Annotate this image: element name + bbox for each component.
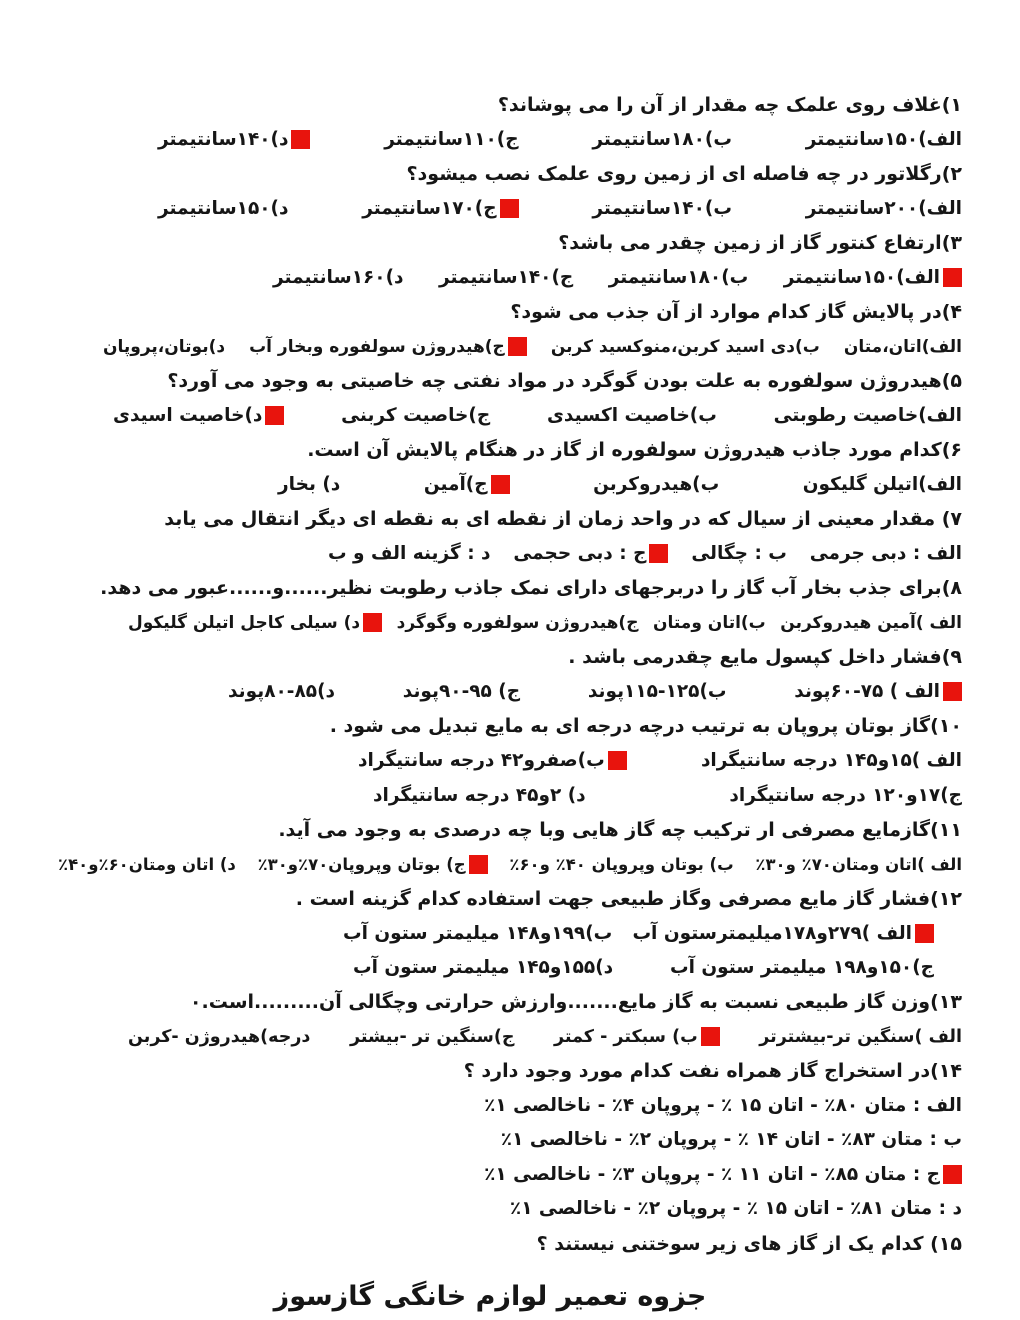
- question-text: ۷) مقدار معینی از سیال که در واحد زمان از نقطه ای به نقطه ای دیگر انتقال می یابد: [164, 508, 962, 530]
- option-label: ب) بوتان وپروپان ۴۰٪ و۶۰٪: [509, 854, 734, 874]
- answer-option: [729, 785, 962, 806]
- correct-answer-marker-icon: [701, 1027, 720, 1046]
- option-label: ج) ۹۵-۹۰پوند: [402, 681, 521, 703]
- answer-option: [670, 957, 934, 978]
- answer-option: [158, 198, 288, 219]
- correct-answer-marker-icon: [363, 613, 382, 632]
- options-row: [58, 1123, 962, 1158]
- answer-option: [439, 267, 573, 288]
- answer-option: [691, 543, 787, 564]
- option-label: الف )۱۵و۱۴۵ درجه سانتیگراد: [700, 750, 962, 772]
- options-row: [58, 606, 962, 641]
- answer-option: [632, 923, 934, 944]
- question-text: ۲)رگلاتور در چه فاصله ای از زمین روی علمک نصب میشود؟: [406, 163, 962, 185]
- option-label: ج)هیدروژن سولفوره وبخار آب: [249, 336, 505, 357]
- option-label: ب)صفرو۴۲ درجه سانتیگراد: [358, 750, 605, 772]
- answer-option: [258, 855, 488, 874]
- answer-option: [343, 923, 612, 944]
- answer-option: [806, 198, 962, 219]
- answer-option: [547, 405, 717, 426]
- answer-option: [158, 129, 310, 150]
- answer-option: [513, 543, 668, 564]
- option-label: د) بخار: [278, 474, 341, 496]
- option-label: الف : متان ۸۰٪ - اتان ۱۵ ٪ - پروپان ۴٪ - ناخالصی ۱٪: [484, 1094, 962, 1116]
- option-label: الف : دبی جرمی: [809, 543, 962, 565]
- options-row: [58, 778, 962, 813]
- option-label: ج)۱۷و۱۲۰ درجه سانتیگراد: [729, 784, 962, 806]
- answer-option: [484, 1164, 962, 1185]
- option-label: الف)۱۵۰سانتیمتر: [783, 267, 940, 289]
- options-row: [58, 916, 962, 951]
- option-label: الف )۲۷۹و۱۷۸میلیمترستون آب: [632, 922, 912, 944]
- option-label: د : گزینه الف و ب: [328, 543, 491, 565]
- answer-option: [509, 855, 733, 874]
- answer-option: [806, 129, 962, 150]
- option-label: ب)اتان ومتان: [652, 612, 766, 633]
- options-row: [58, 1158, 962, 1193]
- answer-option: [128, 1027, 310, 1047]
- options-row: [58, 1192, 962, 1227]
- question-13: [58, 985, 962, 1054]
- answer-option: [328, 543, 491, 564]
- answer-option: [103, 337, 225, 357]
- option-label: د)۱۴۰سانتیمتر: [158, 129, 289, 151]
- option-label: ج)۱۵۰و۱۹۸ میلیمتر ستون آب: [669, 957, 934, 979]
- options-row: [58, 399, 962, 434]
- answer-option: [774, 405, 962, 426]
- options-row: [58, 951, 962, 986]
- answer-option: [341, 405, 490, 426]
- question-9: [58, 640, 962, 709]
- answer-option: [609, 267, 749, 288]
- option-label: ج)هیدروژن سولفوره وگوگرد: [396, 612, 639, 633]
- option-label: ج : دبی حجمی: [513, 543, 647, 565]
- option-label: ج : متان ۸۵٪ - اتان ۱۱ ٪ - پروپان ۳٪ - ناخالصی ۱٪: [484, 1163, 940, 1185]
- options-row: [58, 1020, 962, 1055]
- option-label: الف)اتیلن گلیکون: [802, 474, 962, 496]
- option-label: د)۱۶۰سانتیمتر: [273, 267, 404, 289]
- answer-option: [810, 543, 962, 564]
- option-label: ج)خاصیت کربنی: [341, 405, 491, 427]
- option-label: ب : چگالی: [691, 543, 787, 565]
- option-label: ج)آمین: [423, 474, 488, 496]
- answer-option: [592, 198, 732, 219]
- question-12: [58, 882, 962, 986]
- option-label: ب)۱۹۹و۱۴۸ میلیمتر ستون آب: [343, 922, 613, 944]
- question-text: ۱۱)گازمایع مصرفی ار ترکیب چه گاز هایی وبا چه درصدی به وجود می آید.: [278, 818, 962, 841]
- question-text: ۱۰)گاز بوتان پروپان به ترتیب درچه درجه ای به مایع تبدیل می شود .: [329, 715, 962, 737]
- option-label: د)۱۵۵و۱۴۵ میلیمتر ستون آب: [353, 957, 614, 979]
- correct-answer-marker-icon: [608, 751, 627, 770]
- answer-option: [554, 1027, 720, 1047]
- option-label: الف )سنگین تر-بیشترتر: [759, 1026, 962, 1047]
- option-label: د)۸۵-۸۰پوند: [228, 681, 336, 703]
- option-label: الف)۱۵۰سانتیمتر: [805, 129, 962, 151]
- option-label: الف)خاصیت رطوبتی: [773, 405, 962, 427]
- option-label: ب : متان ۸۳٪ - اتان ۱۴ ٪ - پروپان ۲٪ - ناخالصی ۱٪: [500, 1129, 962, 1150]
- option-label: د)۱۵۰سانتیمتر: [158, 198, 289, 220]
- question-text: ۹)فشار داخل کپسول مایع چقدرمی باشد .: [568, 646, 962, 668]
- answer-option: [593, 474, 719, 495]
- answer-option: [128, 613, 382, 633]
- answer-option: [844, 337, 962, 357]
- question-text: ۴)در پالایش گاز کدام موارد از آن جذب می شود؟: [510, 301, 962, 323]
- question-11: [58, 813, 962, 882]
- options-row: [58, 537, 962, 572]
- option-label: ب)۱۴۰سانتیمتر: [592, 198, 732, 220]
- question-15: [58, 1227, 962, 1262]
- answer-option: [58, 855, 236, 874]
- answer-option: [755, 855, 962, 874]
- option-label: ب)۱۸۰سانتیمتر: [592, 129, 732, 151]
- answer-option: [358, 750, 627, 771]
- option-label: د) ۲و۴۵ درجه سانتیگراد: [373, 784, 586, 806]
- question-6: [58, 433, 962, 502]
- question-7: [58, 502, 962, 571]
- answer-option: [228, 681, 335, 702]
- option-label: الف )اتان ومتان۷۰٪ و۳۰٪: [755, 854, 962, 874]
- correct-answer-marker-icon: [943, 268, 962, 287]
- answer-option: [551, 337, 820, 357]
- options-row: [58, 675, 962, 710]
- question-text: ۵)هیدروژن سولفوره به علت بودن گوگرد در مواد نفتی چه خاصیتی به وجود می آورد؟: [167, 370, 962, 392]
- correct-answer-marker-icon: [915, 924, 934, 943]
- option-label: درجه)هیدروژن -کربن: [128, 1026, 311, 1047]
- question-10: [58, 709, 962, 813]
- options-row: [58, 192, 962, 227]
- option-label: ب)خاصیت اکسیدی: [546, 405, 717, 427]
- option-label: الف )آمین هیدروکربن: [780, 612, 962, 633]
- correct-answer-marker-icon: [491, 475, 510, 494]
- answer-option: [592, 129, 732, 150]
- answer-option: [273, 267, 403, 288]
- question-5: [58, 364, 962, 433]
- answer-option: [784, 267, 962, 288]
- footer-title: جزوه تعمیر لوازم خانگی گازسوز: [273, 1281, 707, 1312]
- correct-answer-marker-icon: [291, 130, 310, 149]
- answer-option: [353, 957, 613, 978]
- correct-answer-marker-icon: [508, 337, 527, 356]
- answer-option: [249, 337, 527, 357]
- option-label: ب)دی اسید کربن،منوکسید کربن: [550, 336, 820, 357]
- option-label: ج) بوتان وپروپان۷۰٪و۳۰٪: [257, 854, 466, 874]
- question-text: ۳)ارتفاع کنتور گاز از زمین چقدر می باشد؟: [558, 232, 962, 254]
- option-label: ب) سبکتر - کمتر: [554, 1026, 698, 1047]
- options-row: [58, 468, 962, 503]
- answer-option: [362, 198, 518, 219]
- answer-option: [403, 681, 520, 702]
- option-label: ب)۱۸۰سانتیمتر: [608, 267, 749, 289]
- answer-option: [424, 474, 510, 495]
- answer-option: [501, 1129, 962, 1150]
- answer-option: [794, 681, 962, 702]
- answer-option: [384, 129, 518, 150]
- answer-option: [510, 1198, 962, 1219]
- option-label: ج)۱۱۰سانتیمتر: [384, 129, 519, 151]
- options-row: [58, 847, 962, 882]
- question-text: ۱۲)فشار گاز مایع مصرفی وگاز طبیعی جهت استفاده کدام گزینه است .: [295, 887, 962, 910]
- option-label: ب)۱۲۵-۱۱۵پوند: [587, 681, 727, 703]
- question-text: ۱۵) کدام یک از گاز های زیر سوختنی نیستند ؟: [536, 1232, 962, 1255]
- option-label: الف ) ۷۵-۶۰پوند: [794, 681, 940, 703]
- option-label: د) سیلی کاجل اتیلن گلیکول: [128, 612, 361, 633]
- question-text: ۱)غلاف روی علمک چه مقدار از آن را می پوشاند؟: [497, 94, 962, 116]
- correct-answer-marker-icon: [943, 1165, 962, 1184]
- option-label: الف)اتان،متان: [843, 336, 962, 357]
- options-row: [58, 261, 962, 296]
- option-label: ج)سنگین تر -بیشتر: [349, 1026, 515, 1047]
- answer-option: [350, 1027, 515, 1047]
- answer-option: [653, 613, 766, 633]
- question-1: [58, 88, 962, 157]
- answer-option: [397, 613, 639, 633]
- option-label: ج)۱۷۰سانتیمتر: [362, 198, 497, 220]
- options-row: [58, 1089, 962, 1124]
- option-label: د : متان ۸۱٪ - اتان ۱۵ ٪ - پروپان ۲٪ - ناخالصی ۱٪: [509, 1198, 962, 1219]
- question-2: [58, 157, 962, 226]
- options-row: [58, 123, 962, 158]
- question-text: ۶)کدام مورد جاذب هیدروژن سولفوره از گاز در هنگام پالایش آن است.: [307, 439, 962, 461]
- correct-answer-marker-icon: [469, 855, 488, 874]
- answer-option: [759, 1027, 962, 1047]
- question-8: [58, 571, 962, 640]
- answer-option: [373, 785, 586, 806]
- option-label: ب)هیدروکربن: [593, 474, 720, 496]
- question-3: [58, 226, 962, 295]
- option-label: د)بوتان،پروپان: [103, 336, 226, 357]
- option-label: د) اتان ومتان۶۰٪و۴۰٪: [58, 854, 236, 874]
- option-label: د)خاصیت اسیدی: [113, 405, 263, 427]
- answer-option: [701, 750, 962, 771]
- question-text: ۱۳)وزن گاز طبیعی نسبت به گاز مایع.......وارزش حرارتی وچگالی آن.........است.۰: [189, 991, 962, 1013]
- correct-answer-marker-icon: [500, 199, 519, 218]
- answer-option: [803, 474, 962, 495]
- question-text: ۸)برای جذب بخار آب گاز را دربرجهای دارای نمک جاذب رطوبت نظیر......و......عبور می دهد.: [100, 577, 962, 599]
- answer-option: [484, 1095, 962, 1116]
- option-label: الف)۲۰۰سانتیمتر: [805, 198, 962, 220]
- correct-answer-marker-icon: [649, 544, 668, 563]
- options-row: [58, 744, 962, 779]
- question-4: [58, 295, 962, 364]
- answer-option: [780, 613, 962, 633]
- answer-option: [588, 681, 727, 702]
- options-row: [58, 330, 962, 365]
- question-text: ۱۴)در استخراج گاز همراه نفت کدام مورد وجود دارد ؟: [463, 1060, 962, 1082]
- question-14: [58, 1054, 962, 1227]
- questions-list: [58, 88, 962, 1261]
- answer-option: [113, 405, 284, 426]
- correct-answer-marker-icon: [265, 406, 284, 425]
- answer-option: [278, 474, 340, 495]
- correct-answer-marker-icon: [943, 682, 962, 701]
- option-label: ج)۱۴۰سانتیمتر: [438, 267, 574, 289]
